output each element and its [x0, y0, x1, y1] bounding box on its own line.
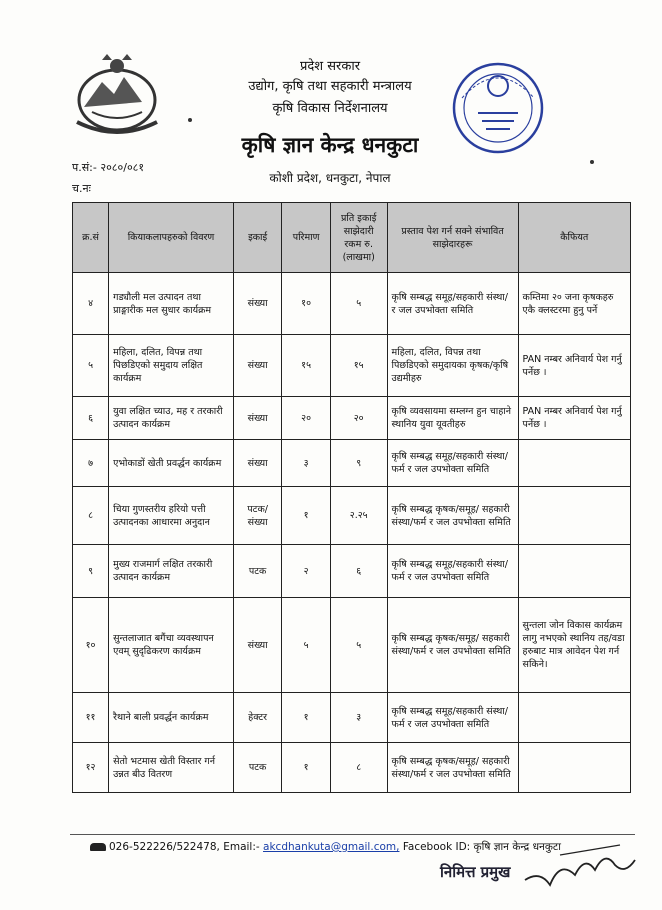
cell-quantity: १५ [282, 335, 330, 397]
table-row [73, 545, 631, 598]
cell-description: सेतो भटमास खेती विस्तार गर्न उन्नत बीउ वितरण [109, 743, 234, 793]
cell-unit: संख्या [233, 335, 281, 397]
col-header-quantity: परिमाण [282, 203, 330, 273]
footer-contact [90, 840, 561, 854]
nepal-emblem-icon [62, 52, 172, 137]
handwritten-signature [520, 840, 640, 900]
cell-amount: ६ [330, 545, 387, 598]
cell-remarks [518, 440, 630, 487]
cell-partners: महिला, दलित, विपन्न तथा पिछडिएको समुदायका कृषक/कृषि उद्यमीहरु [387, 335, 518, 397]
cell-amount: ८ [330, 743, 387, 793]
cell-remarks: PAN नम्बर अनिवार्य पेश गर्नु पर्नेछ । [518, 397, 630, 440]
col-header-description: कियाकलापहरुको विवरण [109, 203, 234, 273]
cell-amount: ५ [330, 273, 387, 335]
cell-unit: पटक [233, 743, 281, 793]
activity-table [72, 202, 631, 793]
telephone-icon [90, 843, 106, 851]
col-header-unit: इकाई [233, 203, 281, 273]
table-row [73, 693, 631, 743]
cell-sn: ११ [73, 693, 109, 743]
cell-amount: ९ [330, 440, 387, 487]
cell-description: मुख्य राजमार्ग लक्षित तरकारी उत्पादन कार्यक्रम [109, 545, 234, 598]
header-line-3: कृषि विकास निर्देशनालय [272, 101, 388, 116]
footer-divider [70, 834, 635, 835]
table-row [73, 335, 631, 397]
table-row [73, 598, 631, 693]
cell-remarks: कम्तिमा २० जना कृषकहरु एकै क्लस्टरमा हुनु पर्ने [518, 273, 630, 335]
footer-facebook: Facebook ID: कृषि ज्ञान केन्द्र धनकुटा [402, 841, 561, 853]
cell-amount: १५ [330, 335, 387, 397]
table-row [73, 487, 631, 545]
cell-sn: ७ [73, 440, 109, 487]
cell-sn: ४ [73, 273, 109, 335]
cell-sn: ५ [73, 335, 109, 397]
cell-partners: कृषि सम्बद्ध समूह/सहकारी संस्था/फर्म र जल उपभोक्ता समिति [387, 693, 518, 743]
cell-description: महिला, दलित, विपन्न तथा पिछडिएको समुदाय लक्षित कार्यक्रम [109, 335, 234, 397]
cell-unit: संख्या [233, 440, 281, 487]
table-row [73, 273, 631, 335]
cell-sn: ८ [73, 487, 109, 545]
cell-quantity: १ [282, 487, 330, 545]
cell-partners: कृषि सम्बद्ध कृषक/समूह/ सहकारी संस्था/फर्म र जल उपभोक्ता समिति [387, 743, 518, 793]
cell-sn: १२ [73, 743, 109, 793]
cell-remarks: सुन्तला जोन विकास कार्यक्रम लागु नभएको स्थानिय तह/वडा हरुबाट मात्र आवेदन पेश गर्न सकिने। [518, 598, 630, 693]
footer-email-link[interactable]: akcdhankuta@gmail.com, [263, 841, 400, 853]
footer-phone: 026-522226/522478, [109, 841, 220, 853]
cell-sn: ९ [73, 545, 109, 598]
col-header-partners: प्रस्ताव पेश गर्न सक्ने संभावित साझेदारहरू [387, 203, 518, 273]
cell-partners: कृषि व्यवसायमा सम्लग्न हुन चाहाने स्थानिय युवा यूवतीहरु [387, 397, 518, 440]
table-row [73, 743, 631, 793]
mark-dot [188, 118, 192, 122]
footer-email-label: Email:- [223, 841, 260, 853]
cell-amount: २० [330, 397, 387, 440]
cell-quantity: १० [282, 273, 330, 335]
signatory-title: निमित्त प्रमुख [440, 863, 511, 881]
cell-remarks: PAN नम्बर अनिवार्य पेश गर्नु पर्नेछ । [518, 335, 630, 397]
office-address: कोशी प्रदेश, धनकुटा, नेपाल [269, 171, 391, 185]
cell-quantity: १ [282, 693, 330, 743]
cell-amount: ३ [330, 693, 387, 743]
col-header-sn: क्र.सं [73, 203, 109, 273]
cell-description: युवा लक्षित च्याउ, मह र तरकारी उत्पादन कार्यक्रम [109, 397, 234, 440]
cell-unit: संख्या [233, 273, 281, 335]
cell-remarks [518, 545, 630, 598]
cell-sn: १० [73, 598, 109, 693]
cell-remarks [518, 743, 630, 793]
dispatch-number: च.नः [72, 182, 91, 195]
cell-unit: संख्या [233, 397, 281, 440]
cell-sn: ६ [73, 397, 109, 440]
cell-quantity: १ [282, 743, 330, 793]
cell-partners: कृषि सम्बद्ध कृषक/समूह/ सहकारी संस्था/फर्म र जल उपभोक्ता समिति [387, 487, 518, 545]
cell-description: सुन्तलाजात बगैंचा व्यवस्थापन एवम् सुदृढिकरण कार्यक्रम [109, 598, 234, 693]
cell-quantity: २० [282, 397, 330, 440]
table-header-row [73, 203, 631, 273]
cell-description: रैथाने बाली प्रवर्द्धन कार्यक्रम [109, 693, 234, 743]
table-row [73, 440, 631, 487]
cell-description: एभोकाडों खेती प्रवर्द्धन कार्यक्रम [109, 440, 234, 487]
cell-remarks [518, 693, 630, 743]
reference-number: प.सं:- २०८०/०८१ [72, 161, 145, 174]
cell-remarks [518, 487, 630, 545]
col-header-remarks: कैफियत [518, 203, 630, 273]
cell-quantity: ५ [282, 598, 330, 693]
header-line-2: उद्योग, कृषि तथा सहकारी मन्त्रालय [248, 79, 412, 94]
cell-amount: ५ [330, 598, 387, 693]
cell-quantity: २ [282, 545, 330, 598]
col-header-amount: प्रति इकाई साझेदारी रकम रु. (लाखमा) [330, 203, 387, 273]
cell-quantity: ३ [282, 440, 330, 487]
office-title: कृषि ज्ञान केन्द्र धनकुटा [241, 133, 419, 157]
cell-partners: कृषि सम्बद्ध समूह/सहकारी संस्था/ र जल उपभोक्ता समिति [387, 273, 518, 335]
office-seal-icon [448, 58, 548, 158]
header-line-1: प्रदेश सरकार [299, 59, 361, 74]
cell-unit: पटक/ संख्या [233, 487, 281, 545]
cell-unit: संख्या [233, 598, 281, 693]
cell-amount: २.२५ [330, 487, 387, 545]
mark-dot [590, 160, 594, 164]
cell-description: गड्यौली मल उत्पादन तथा प्राङ्गारीक मल सुधार कार्यक्रम [109, 273, 234, 335]
cell-partners: कृषि सम्बद्ध कृषक/समूह/ सहकारी संस्था/फर्म र जल उपभोक्ता समिति [387, 598, 518, 693]
cell-partners: कृषि सम्बद्ध समूह/सहकारी संस्था/फर्म र जल उपभोक्ता समिति [387, 545, 518, 598]
cell-partners: कृषि सम्बद्ध समूह/सहकारी संस्था/फर्म र जल उपभोक्ता समिति [387, 440, 518, 487]
table-row [73, 397, 631, 440]
cell-description: चिया गुणस्तरीय हरियो पत्ती उत्पादनका आधारमा अनुदान [109, 487, 234, 545]
cell-unit: पटक [233, 545, 281, 598]
cell-unit: हेक्टर [233, 693, 281, 743]
